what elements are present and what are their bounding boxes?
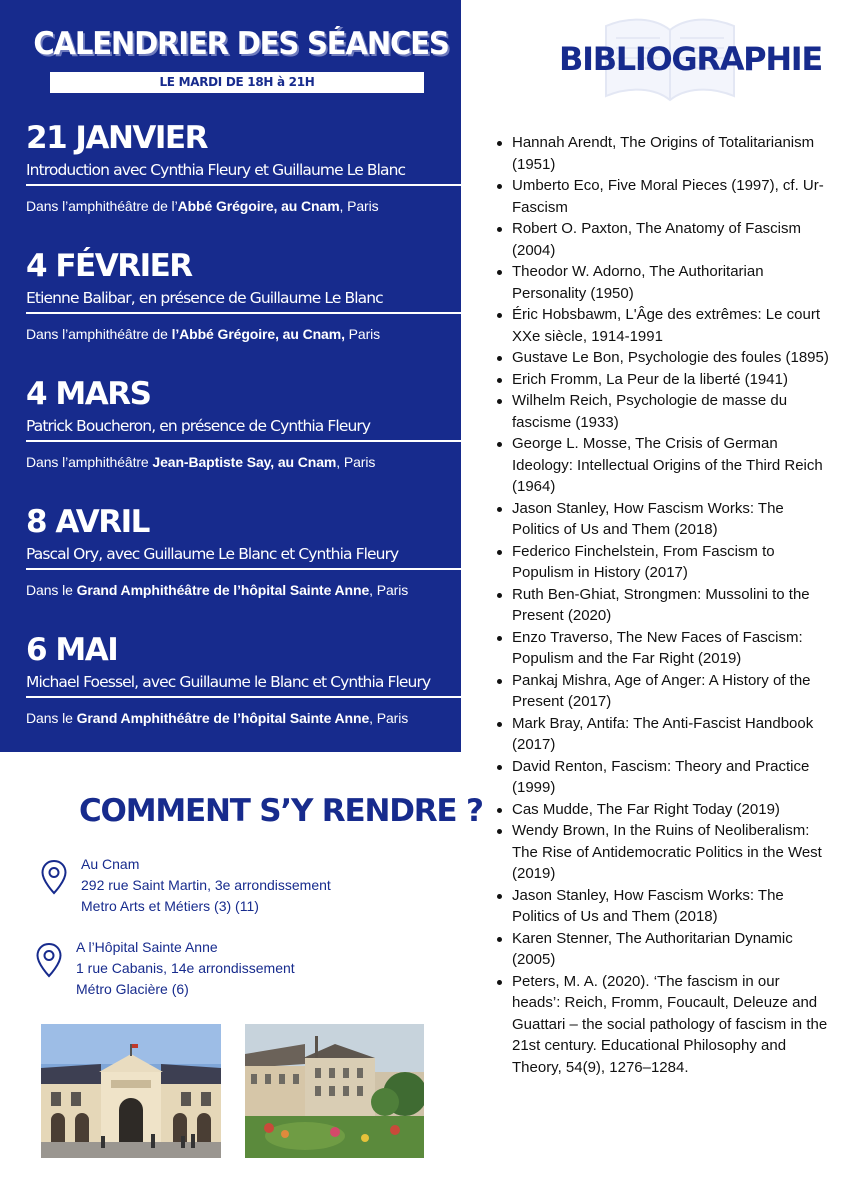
calendar-subtitle: LE MARDI DE 18H à 21H bbox=[50, 72, 424, 93]
list-item: Jason Stanley, How Fascism Works: The Politics of Us and Them (2018) bbox=[512, 885, 830, 928]
session-title: Pascal Ory, avec Guillaume Le Blanc et Cynthia Fleury bbox=[26, 545, 399, 563]
list-item: Pankaj Mishra, Age of Anger: A History of the Present (2017) bbox=[512, 670, 830, 713]
divider bbox=[26, 568, 461, 570]
session-title: Michael Foessel, avec Guillaume le Blanc et Cynthia Fleury bbox=[26, 673, 431, 691]
session-title: Etienne Balibar, en présence de Guillaume Le Blanc bbox=[26, 289, 383, 307]
map-pin-icon bbox=[35, 942, 63, 984]
session-date: 4 MARS bbox=[26, 376, 151, 412]
map-pin-icon bbox=[40, 859, 68, 901]
session-place: Dans l’amphithéâtre de l’Abbé Grégoire, au Cnam, Paris bbox=[26, 326, 381, 342]
location-name: A l’Hôpital Sainte Anne bbox=[76, 939, 218, 955]
location-metro: Métro Glacière (6) bbox=[76, 981, 189, 997]
howto-title: COMMENT S’Y RENDRE ? bbox=[79, 793, 483, 829]
session-date: 21 JANVIER bbox=[26, 120, 207, 156]
bibliography-title: BIBLIOGRAPHIE bbox=[559, 40, 822, 78]
session-date: 8 AVRIL bbox=[26, 504, 149, 540]
cnam-building-photo bbox=[41, 1024, 221, 1158]
sainte-anne-hospital-photo bbox=[245, 1024, 424, 1158]
location-cnam bbox=[40, 854, 360, 920]
location-metro: Metro Arts et Métiers (3) (11) bbox=[81, 898, 259, 914]
bibliography-list bbox=[512, 132, 830, 1078]
list-item: Jason Stanley, How Fascism Works: The Politics of Us and Them (2018) bbox=[512, 498, 830, 541]
list-item: Robert O. Paxton, The Anatomy of Fascism (2004) bbox=[512, 218, 830, 261]
divider bbox=[26, 312, 461, 314]
divider bbox=[26, 696, 461, 698]
session-title: Introduction avec Cynthia Fleury et Guillaume Le Blanc bbox=[26, 161, 406, 179]
list-item: Ruth Ben-Ghiat, Strongmen: Mussolini to the Present (2020) bbox=[512, 584, 830, 627]
session-title: Patrick Boucheron, en présence de Cynthia Fleury bbox=[26, 417, 371, 435]
list-item: Umberto Eco, Five Moral Pieces (1997), cf. Ur-Fascism bbox=[512, 175, 830, 218]
location-address: 292 rue Saint Martin, 3e arrondissement bbox=[81, 877, 331, 893]
session-date: 4 FÉVRIER bbox=[26, 248, 192, 284]
list-item: Peters, M. A. (2020). ‘The fascism in our heads’: Reich, Fromm, Foucault, Deleuze and Guattari – the social pathology of fascism in the 21st century. Educational Philosophy and Theory, 54(9), 1276–1284. bbox=[512, 971, 830, 1079]
list-item: Erich Fromm, La Peur de la liberté (1941) bbox=[512, 369, 830, 391]
location-name: Au Cnam bbox=[81, 856, 140, 872]
session-place: Dans l’amphithéâtre Jean-Baptiste Say, au Cnam, Paris bbox=[26, 454, 376, 470]
list-item: Federico Finchelstein, From Fascism to Populism in History (2017) bbox=[512, 541, 830, 584]
list-item: Enzo Traverso, The New Faces of Fascism: Populism and the Far Right (2019) bbox=[512, 627, 830, 670]
list-item: Cas Mudde, The Far Right Today (2019) bbox=[512, 799, 830, 821]
list-item: Theodor W. Adorno, The Authoritarian Personality (1950) bbox=[512, 261, 830, 304]
calendar-title: CALENDRIER DES SÉANCES bbox=[33, 26, 449, 62]
location-sainte-anne bbox=[35, 937, 355, 1003]
calendar-panel bbox=[0, 0, 461, 752]
list-item: Wilhelm Reich, Psychologie de masse du fascisme (1933) bbox=[512, 390, 830, 433]
divider bbox=[26, 440, 461, 442]
list-item: Mark Bray, Antifa: The Anti-Fascist Handbook (2017) bbox=[512, 713, 830, 756]
list-item: Wendy Brown, In the Ruins of Neoliberalism: The Rise of Antidemocratic Politics in the West (2019) bbox=[512, 820, 830, 885]
list-item: Gustave Le Bon, Psychologie des foules (1895) bbox=[512, 347, 830, 369]
list-item: Éric Hobsbawm, L'Âge des extrêmes: Le court XXe siècle, 1914-1991 bbox=[512, 304, 830, 347]
list-item: Hannah Arendt, The Origins of Totalitarianism (1951) bbox=[512, 132, 830, 175]
session-place: Dans l’amphithéâtre de l’Abbé Grégoire, au Cnam, Paris bbox=[26, 198, 379, 214]
session-place: Dans le Grand Amphithéâtre de l’hôpital Sainte Anne, Paris bbox=[26, 710, 409, 726]
session-place: Dans le Grand Amphithéâtre de l’hôpital Sainte Anne, Paris bbox=[26, 582, 409, 598]
list-item: George L. Mosse, The Crisis of German Ideology: Intellectual Origins of the Third Reich (1964) bbox=[512, 433, 830, 498]
list-item: David Renton, Fascism: Theory and Practice (1999) bbox=[512, 756, 830, 799]
divider bbox=[26, 184, 461, 186]
session-date: 6 MAI bbox=[26, 632, 118, 668]
list-item: Karen Stenner, The Authoritarian Dynamic (2005) bbox=[512, 928, 830, 971]
location-address: 1 rue Cabanis, 14e arrondissement bbox=[76, 960, 295, 976]
